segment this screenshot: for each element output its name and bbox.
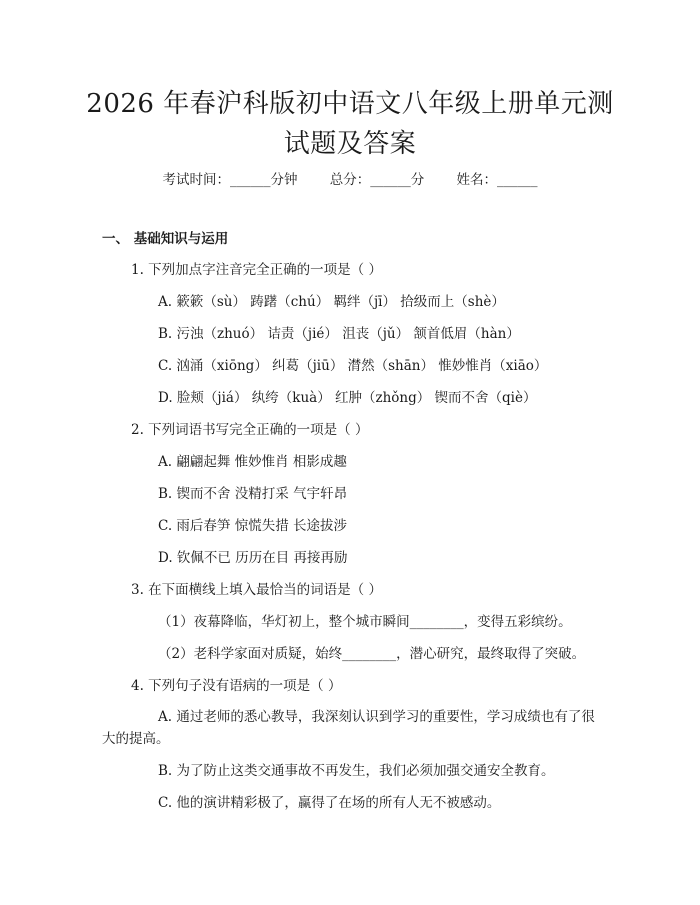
question-option: C. 他的演讲精彩极了，赢得了在场的所有人无不被感动。 [158, 795, 501, 811]
question-option: D. 脸颊（jiá） 纨绔（kuà） 红肿（zhǒng） 锲而不舍（qiè） [158, 390, 537, 406]
question-option: C. 雨后春笋 惊慌失措 长途拔涉 [158, 518, 348, 534]
question-stem: 4. 下列句子没有语病的一项是（ ） [131, 678, 342, 694]
student-name-field: 姓名：______ [456, 172, 538, 188]
question-option: A. 簌簌（sù） 踌躇（chú） 羁绊（jī） 拾级而上（shè） [158, 294, 505, 310]
question-option: C. 汹涌（xiōng） 纠葛（jiū） 潸然（shān） 惟妙惟肖（xiāo） [158, 358, 548, 374]
title-line-1: 2026 年春沪科版初中语文八年级上册单元测 [86, 89, 614, 119]
question-option: （2）老科学家面对质疑，始终________，潜心研究，最终取得了突破。 [158, 646, 586, 662]
question-option: A. 翩翩起舞 惟妙惟肖 相影成趣 [158, 454, 347, 470]
section-heading: 一、 基础知识与运用 [102, 231, 229, 247]
question-option: B. 为了防止这类交通事故不再发生，我们必须加强交通安全教育。 [158, 763, 555, 779]
question-stem: 3. 在下面横线上填入最恰当的词语是（ ） [131, 582, 382, 598]
total-score-field: 总分：______分 [329, 172, 425, 188]
question-stem: 2. 下列词语书写完全正确的一项是（ ） [131, 422, 369, 438]
question-option: （1）夜幕降临，华灯初上，整个城市瞬间________，变得五彩缤纷。 [158, 614, 572, 630]
question-option: A. 通过老师的悉心教导，我深刻认识到学习的重要性，学习成绩也有了很大的提高。 [102, 709, 595, 747]
question-option: D. 钦佩不已 历历在目 再接再励 [158, 550, 348, 566]
question-option: B. 锲而不舍 没精打采 气宇轩昂 [158, 486, 348, 502]
question-stem: 1. 下列加点字注音完全正确的一项是（ ） [131, 262, 382, 278]
page-title [60, 84, 640, 164]
question-option: B. 污浊（zhuó） 诘责（jié） 沮丧（jǔ） 颔首低眉（hàn） [158, 326, 520, 342]
exam-meta [0, 168, 700, 188]
title-line-2: 试题及答案 [283, 129, 417, 159]
exam-time-field: 考试时间：______分钟 [162, 172, 298, 188]
